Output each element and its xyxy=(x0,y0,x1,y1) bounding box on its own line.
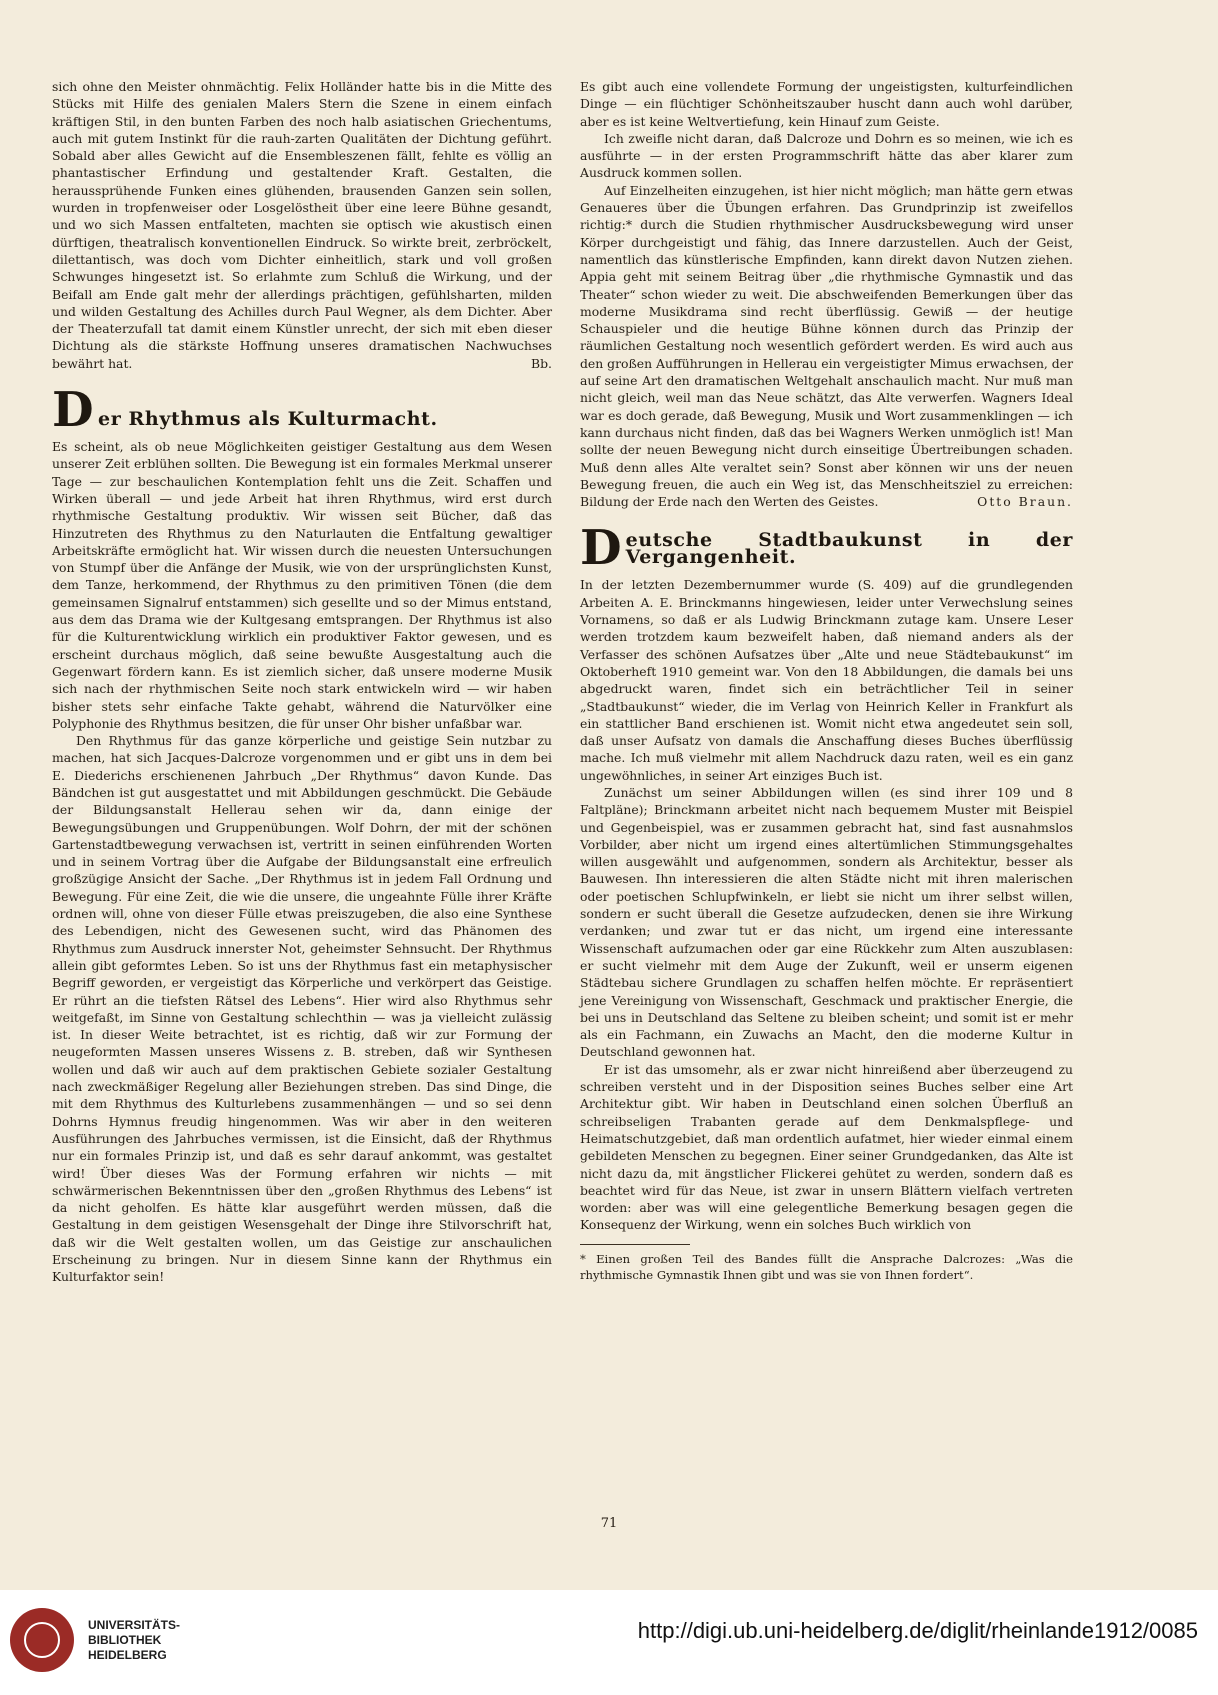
footnote-divider xyxy=(580,1244,690,1245)
footnote: * Einen großen Teil des Bandes füllt die Ansprache Dalcrozes: „Was die rhythmische Gymnastik Ihnen gibt und was sie von Ihnen fordert“. xyxy=(580,1251,1073,1282)
seal-icon xyxy=(10,1608,74,1672)
right-column xyxy=(580,78,1073,1283)
logo-line: HEIDELBERG xyxy=(88,1647,167,1662)
footer-bar xyxy=(0,1590,1218,1695)
intro-text: sich ohne den Meister ohnmächtig. Felix Holländer hatte bis in die Mitte des Stücks mit Hilfe des genialen Malers Stern die Szene in einem einfach kräftigen Stil, in den bunten Farben des noch halb asiatischen Griechentums, auch mit gutem Instinkt für die rauh-zarten Qualitäten der Dichtung geführt. Sobald aber alles Gewicht auf die Ensembleszenen fällt, fehlte es völlig an phantastischer Erfindung und gestaltender Kraft. Gestalten, die heraussprühende Funken eines glühenden, brausenden Ganzen sein sollen, wurden in tropfenweiser oder Losgelöstheit über eine leere Bühne gesandt, und wo sich Massen entfalteten, machten sie optisch wie akustisch einen dürftigen, theatralisch konventionellen Eindruck. So wirkte breit, zerbröckelt, dilettantisch, was doch vom Dichter einheitlich, stark und voll großen Schwunges hingesetzt ist. So erlahmte zum Schluß die Wirkung, und der Beifall am Ende galt mehr der allerdings prächtigen, gefühlsharten, milden und wilden Gestaltung des Achilles durch Paul Wegner, als dem Dichter. Aber der Theaterzufall tat damit einem Künstler unrecht, der sich mit eben dieser Dichtung als die stärkste Hoffnung unseres dramatischen Nachwuchses bewährt hat. xyxy=(52,79,552,371)
logo-line: BIBLIOTHEK xyxy=(88,1632,162,1647)
drop-cap: D xyxy=(580,520,622,577)
paragraph: In der letzten Dezembernummer wurde (S. 409) auf die grundlegenden Arbeiten A. E. Brinckmanns hingewiesen, leider unter Verwechslung seines Vornamens, so daß er als Ludwig Brinckmann zutage kam. Unsere Leser werden trotzdem kaum bezweifelt haben, daß niemand anders als der Verfasser des schönen Aufsatzes über „Alte und neue Städtebaukunst“ im Oktoberheft 1910 gemeint war. Von den 18 Abbildungen, die damals bei uns abgedruckt waren, findet sich ein beträchtlicher Teil in seiner „Stadtbaukunst“ wieder, die im Verlag von Heinrich Keller in Frankfurt als ein stattlicher Band erschienen ist. Womit nicht etwa angedeutet sein soll, daß unser Aufsatz von damals die Anschaffung dieses Buches überflüssig mache. Ich muß vielmehr mit allem Nachdruck dazu raten, weil es ein ganz ungewöhnliches, in seiner Art einziges Buch ist. xyxy=(580,577,1073,783)
paragraph xyxy=(580,182,1073,511)
library-name xyxy=(88,1618,180,1663)
article-heading-stadtbaukunst xyxy=(580,520,1073,577)
intro-paragraph xyxy=(52,78,552,372)
paragraph: Er ist das umsomehr, als er zwar nicht hinreißend aber überzeugend zu schreiben versteht und in der Disposition seines Buches selber eine Art Architektur gibt. Wir haben in Deutschland einen solchen Überfluß an schreibseligen Trabanten gerade auf dem Denkmalspflege- und Heimatschutzgebiet, daß man ordentlich aufatmet, hier wieder einmal einem gebildeten Menschen zu begegnen. Einer seiner Grundgedanken, das Alte ist nicht dazu da, mit ängstlicher Flickerei gehütet zu werden, sondern daß es beachtet wird für das Neue, ist zwar in unsern Blättern vielfach vertreten worden: aber was will eine gelegentliche Bemerkung besagen gegen die Konsequenz der Wirkung, wenn ein solches Buch wirklich von xyxy=(580,1061,1073,1233)
library-logo[interactable] xyxy=(10,1608,180,1672)
article-heading-rhythmus xyxy=(52,382,552,439)
drop-cap: D xyxy=(52,382,94,439)
paragraph: Den Rhythmus für das ganze körperliche und geistige Sein nutzbar zu machen, hat sich Jacques-Dalcroze vorgenommen und er gibt uns in dem bei E. Diederichs erschienenen Jahrbuch „Der Rhythmus“ davon Kunde. Das Bändchen ist gut ausgestattet und mit Abbildungen geschmückt. Die Gebäude der Bildungsanstalt Hellerau sehen wir da, dann einige der Bewegungsübungen und Gruppenübungen. Wolf Dohrn, der mit der schönen Gartenstadtbewegung verwachsen ist, vertritt in seinen einführenden Worten und in seinem Vortrag über die Aufgabe der Bildungsanstalt eine erfreulich großzügige Ansicht der Sache. „Der Rhythmus ist in jedem Fall Ordnung und Bewegung. Für eine Zeit, die wie die unsere, die ungeahnte Fülle ihrer Kräfte ordnen will, ohne von dieser Fülle etwas preiszugeben, die also eine Synthese des Lebendigen, nicht des Gewesenen sucht, wird das Phänomen des Rhythmus zum Ausdruck innerster Not, geheimster Sehnsucht. Der Rhythmus allein gibt geformtes Leben. So ist uns der Rhythmus fast ein metaphysischer Begriff geworden, er vergeistigt das Körperliche und verkörpert das Geistige. Er rührt an die tiefsten Rätsel des Lebens“. Hier wird also Rhythmus sehr weitgefaßt, im Sinne von Gestaltung schlechthin — was ja vielleicht zulässig ist. In dieser Weite betrachtet, ist es richtig, daß wir zur Formung der neugeformten Massen unseres Wissens z. B. streben, daß wir Synthesen wollen und daß wir auch auf dem praktischen Gebiete sozialer Gestaltung nach zweckmäßiger Regelung aller Beziehungen streben. Das sind Dinge, die mit dem Rhythmus des Kulturlebens zusammenhängen — und so sei denn Dohrns Hymnus freudig hingenommen. Was wir aber in den weiteren Ausführungen des Jahrbuches vermissen, ist die Einsicht, daß der Rhythmus nur ein formales Prinzip ist, und daß es sehr darauf ankommt, was gestaltet wird! Über dieses Was der Formung erfahren wir nichts — mit schwärmerischen Bekenntnissen über den „großen Rhythmus des Lebens“ ist da nicht geholfen. Es hätte klar ausgeführt werden müssen, daß die Gestaltung in dem geistigen Wesensgehalt der Dinge ihre Stilvorschrift hat, daß wir die Welt gestalten wollen, um das Geistige zur anschaulichen Erscheinung zu bringen. Nur in diesem Sinne kann der Rhythmus ein Kulturfaktor sein! xyxy=(52,733,552,1285)
paragraph: Zunächst um seiner Abbildungen willen (es sind ihrer 109 und 8 Faltpläne); Brinckmann arbeitet nicht nach bequemem Muster mit Beispiel und Gegenbeispiel, was er zusammen gebracht hat, sind fast ausnahmslos Vorbilder, aber nicht um irgend eines altertümlichen Stimmungsgehaltes willen ausgewählt und aufgenommen, sondern als Architektur, besser als Bauwesen. Ihn interessieren die alten Städte nicht mit ihren malerischen oder poetischen Schlupfwinkeln, er liebt sie nicht um ihrer selbst willen, sondern er sucht überall die Gesetze aufzudecken, denen sie ihre Wirkung verdanken; und zwar tut er das nicht, um irgend eine interessante Wissenschaft aufzumachen oder gar eine Rückkehr zum Alten auszublasen: er sucht vielmehr mit dem Auge der Zukunft, weil er unserm eigenen Städtebau sichere Grundlagen zu schaffen helfen möchte. Er repräsentiert jene Vereinigung von Wissenschaft, Geschmack und praktischer Energie, die bei uns in Deutschland das Seltene zu bleiben scheint; und somit ist er mehr als ein Fachmann, ein Zuwachs an Macht, den die moderne Kultur in Deutschland gewonnen hat. xyxy=(580,784,1073,1060)
paragraph-text: Auf Einzelheiten einzugehen, ist hier nicht möglich; man hätte gern etwas Genaueres über die Übungen erfahren. Das Grundprinzip ist zweifellos richtig:* durch die Studien rhythmischer Ausdrucksbewegung wird unser Körper durchgeistigt und fähig, das Innere darzustellen. Auch der Geist, namentlich das künstlerische Empfinden, kann direkt davon Nutzen ziehen. Appia geht mit seinem Beitrag über „die rhythmische Gymnastik und das Theater“ schon wieder zu weit. Die abschweifenden Bemerkungen über das moderne Musikdrama sind recht überflüssig. Gewiß — der heutige Schauspieler und die heutige Bühne können durch das Prinzip der räumlichen Gestaltung noch wesentlich gefördert werden. Es wird auch aus den großen Aufführungen in Hellerau ein vergeistigter Mimus erwachsen, der auf seine Art den dramatischen Weltgehalt anschaulich macht. Nur muß man nicht gleich, weil man das Neue schätzt, das Alte verwerfen. Wagners Ideal war es doch gerade, daß Bewegung, Musik und Wort zusammenklingen — ich kann durchaus nicht finden, daß das bei Wagners Werken unmöglich ist! Man sollte der neuen Bewegung nicht durch einseitige Übertreibungen schaden. Muß denn alles Alte veraltet sein? Sonst aber können wir uns der neuen Bewegung freuen, die auch ein Weg ist, das Menschheitsziel zu erreichen: Bildung der Erde nach den Werten des Geistes. xyxy=(580,182,1073,510)
paragraph: Ich zweifle nicht daran, daß Dalcroze und Dohrn es so meinen, wie ich es ausführte — in der ersten Programmschrift hätte das aber klarer zum Ausdruck kommen sollen. xyxy=(580,130,1073,181)
article-title: eutsche Stadtbaukunst in der Vergangenheit. xyxy=(625,528,1073,569)
page-number: 71 xyxy=(600,1516,618,1531)
intro-signature: Bb. xyxy=(531,355,552,371)
left-column xyxy=(52,78,552,1286)
paragraph: Es gibt auch eine vollendete Formung der ungeistigsten, kulturfeindlichen Dinge — ein flüchtiger Schönheitszauber huscht dann auch wohl darüber, aber es ist keine Weltvertiefung, kein Hinauf zum Geiste. xyxy=(580,79,1073,129)
author-signature: Otto Braun. xyxy=(977,494,1073,510)
article-title: er Rhythmus als Kulturmacht. xyxy=(98,407,438,430)
logo-line: UNIVERSITÄTS- xyxy=(88,1617,181,1632)
source-url-link[interactable]: http://digi.ub.uni-heidelberg.de/diglit/rheinlande1912/0085 xyxy=(637,1618,1198,1643)
paragraph: Es scheint, als ob neue Möglichkeiten geistiger Gestaltung aus dem Wesen unserer Zeit erblühen sollten. Die Bewegung ist ein formales Merkmal unserer Tage — zur beschaulichen Kontemplation fehlt uns die Zeit. Schaffen und Wirken überall — und jede Arbeit hat ihren Rhythmus, wird erst durch rhythmische Gestaltung produktiv. Wir wissen seit Bücher, daß das Hinzutreten des Rhythmus zu den Naturlauten die Entfaltung gewaltiger Arbeitskräfte ermöglicht hat. Wir wissen durch die neuesten Untersuchungen von Stumpf über die Anfänge der Musik, wie von der ursprünglichsten Kunst, dem Tanze, herkommend, der Rhythmus zu den primitiven Tönen (die dem gemeinsamen Signalruf entstammen) sich gesellte und so der Mimus entstand, aus dem das Drama wie der Kultgesang emtsprangen. Der Rhythmus ist also für die Kulturentwicklung wirklich ein produktiver Faktor gewesen, und es erscheint durchaus möglich, daß seine bewußte Ausgestaltung auch die Gegenwart fördern kann. Es ist ziemlich sicher, daß unsere moderne Musik sich nach der rhythmischen Seite noch stark entwickeln wird — wir haben bisher stets sehr einfache Takte gehabt, während die Naturvölker eine Polyphonie des Rhythmus besitzen, die für unser Ohr bisher unfaßbar war. xyxy=(52,439,552,731)
